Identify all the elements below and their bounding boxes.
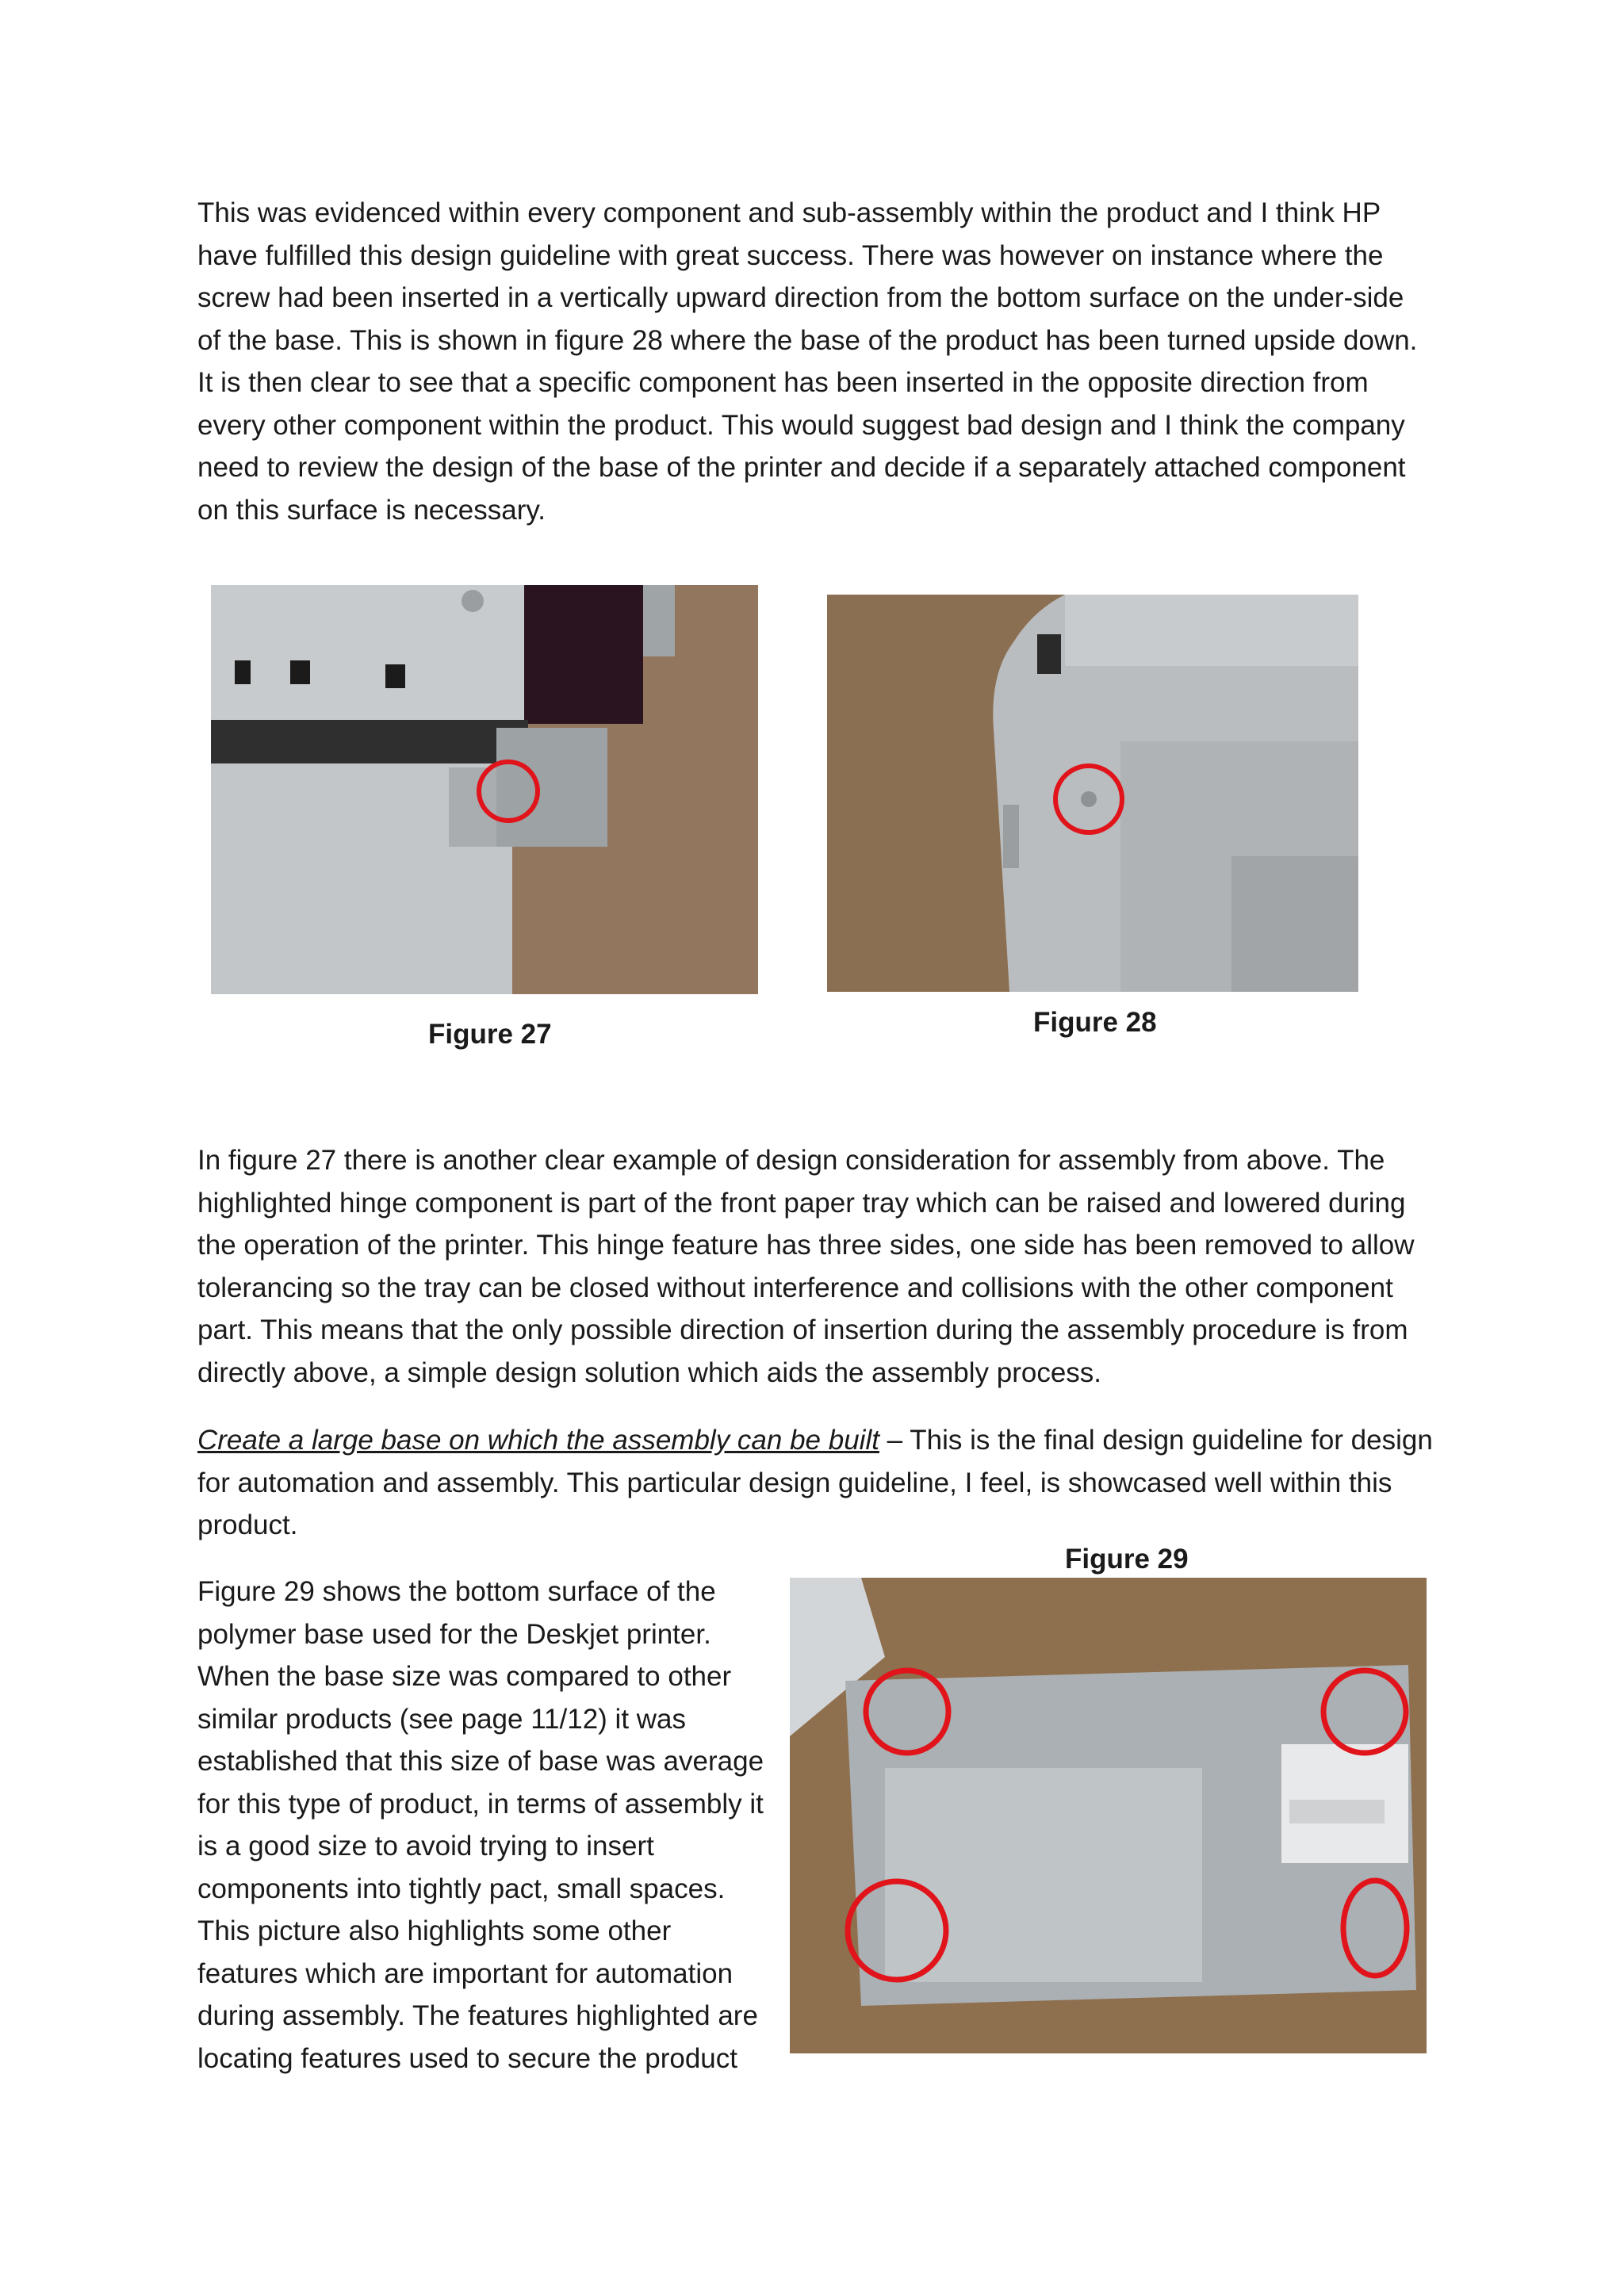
hinge-paragraph: In figure 27 there is another clear example of design consideration for assembly from above. The highlighted hinge component is part of the front paper tray which can be raised and lowered during the operation of the printer. This hinge feature has three sides, one side has been removed to allow tolerancing so the tray can be closed without interference and collisions with the other component part. This means that the only possible direction of insertion during the assembly procedure is from directly above, a simple design solution which aids the assembly process. [197,1145,1415,1388]
figure-29-caption: Figure 29 [1065,1544,1189,1575]
figure-27-caption: Figure 27 [428,1019,552,1050]
guideline-heading: Create a large base on which the assembly can be built [197,1425,879,1456]
figure-28-photo [827,595,1358,992]
figure-27-photo [211,585,758,994]
figure-28-caption: Figure 28 [1033,1007,1157,1038]
guideline-body: – This is the final design guideline for design for automation and assembly. This particular design guideline, I feel, is showcased well within this product. [197,1425,1433,1540]
intro-paragraph: This was evidenced within every component and sub-assembly within the product and I think HP have fulfilled this design guideline with great success. There was however on instance where the screw had been inserted in a vertically upward direction from the bottom surface on the under-side of the base. This is shown in figure 28 where the base of the product has been turned upside down. It is then clear to see that a specific component has been inserted in the opposite direction from every other component within the product. This would suggest bad design and I think the company need to review the design of the base of the printer and decide if a separately attached component on this surface is necessary. [197,197,1418,526]
base-guideline-paragraph [197,1419,1434,1547]
figure-29-photo [790,1578,1427,2053]
figure-29-paragraph: Figure 29 shows the bottom surface of the polymer base used for the Deskjet printer. When the base size was compared to other similar products (see page 11/12) it was established that this size of base was average for this type of product, in terms of assembly it is a good size to avoid trying to insert components into tightly pact, small spaces. This picture also highlights some other features which are important for automation during assembly. The features highlighted are locating features used to secure the product [197,1576,764,2074]
